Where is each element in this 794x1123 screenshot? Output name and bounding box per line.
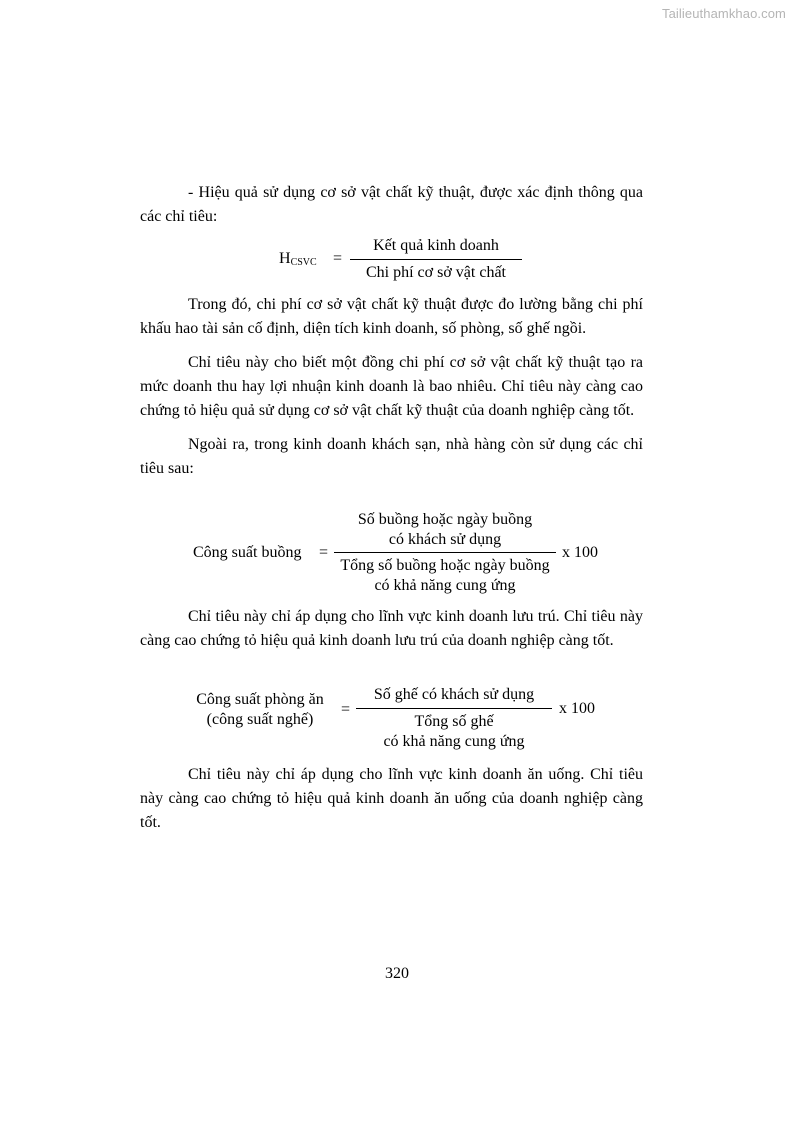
fraction-line: [350, 259, 522, 260]
paragraph: Chỉ tiêu này cho biết một đồng chi phí cơ sở vật chất kỹ thuật tạo ra mức doanh thu hay lợi nhuận kinh doanh là bao nhiêu. Chỉ tiêu này càng cao chứng tỏ hiệu quả sử dụng cơ sở vật chất kỹ thuật của doanh nghiệp càng tốt.: [140, 354, 643, 419]
explanation-section: [140, 293, 643, 481]
formula-subscript: CSVC: [290, 257, 317, 268]
fraction-line: [334, 552, 556, 553]
page-number: 320: [385, 965, 409, 982]
intro-section: [140, 181, 643, 229]
paragraph: Chỉ tiêu này chỉ áp dụng cho lĩnh vực kinh doanh ăn uống. Chỉ tiêu này càng cao chứng tỏ hiệu quả kinh doanh ăn uống của doanh nghiệp càng tốt.: [140, 766, 643, 831]
formula-lhs: Công suất buồng: [193, 544, 302, 561]
paragraph: Trong đó, chi phí cơ sở vật chất kỹ thuật được đo lường bằng chi phí khấu hao tài sản cố định, diện tích kinh doanh, số phòng, số ghế ngồi.: [140, 296, 643, 337]
paragraph: Ngoài ra, trong kinh doanh khách sạn, nhà hàng còn sử dụng các chỉ tiêu sau:: [140, 436, 643, 477]
formula-denominator: Tổng số buồng hoặc ngày buồng có khả năng cung ứng: [340, 557, 550, 594]
formula-numerator: Số ghế có khách sử dụng: [373, 686, 535, 703]
watermark: Tailieuthamkhao.com: [661, 6, 786, 21]
dining-note: [140, 763, 643, 835]
paragraph: - Hiệu quả sử dụng cơ sở vật chất kỹ thuật, được xác định thông qua các chỉ tiêu:: [140, 184, 643, 225]
equals-sign: =: [341, 701, 351, 718]
equals-sign: =: [319, 544, 329, 561]
multiplier: x 100: [559, 700, 595, 717]
formula-lhs: Công suất phòng ăn (công suất nghế): [196, 691, 324, 728]
formula-denominator: Chi phí cơ sở vật chất: [365, 264, 506, 281]
formula-denominator: Tổng số ghế có khả năng cung ứng: [383, 713, 525, 750]
formula-numerator: Kết quả kinh doanh: [373, 237, 499, 254]
lodging-note: [140, 605, 643, 653]
equals-sign: =: [333, 250, 343, 267]
formula-numerator: Số buồng hoặc ngày buồng có khách sử dụng: [357, 511, 533, 548]
paragraph: Chỉ tiêu này chỉ áp dụng cho lĩnh vực kinh doanh lưu trú. Chỉ tiêu này càng cao chứng tỏ hiệu quả kinh doanh lưu trú của doanh nghiệp càng tốt.: [140, 608, 643, 649]
fraction-line: [356, 708, 552, 709]
formula-lhs: $H_{CSVC}$: [279, 250, 317, 268]
multiplier: x 100: [562, 544, 598, 561]
